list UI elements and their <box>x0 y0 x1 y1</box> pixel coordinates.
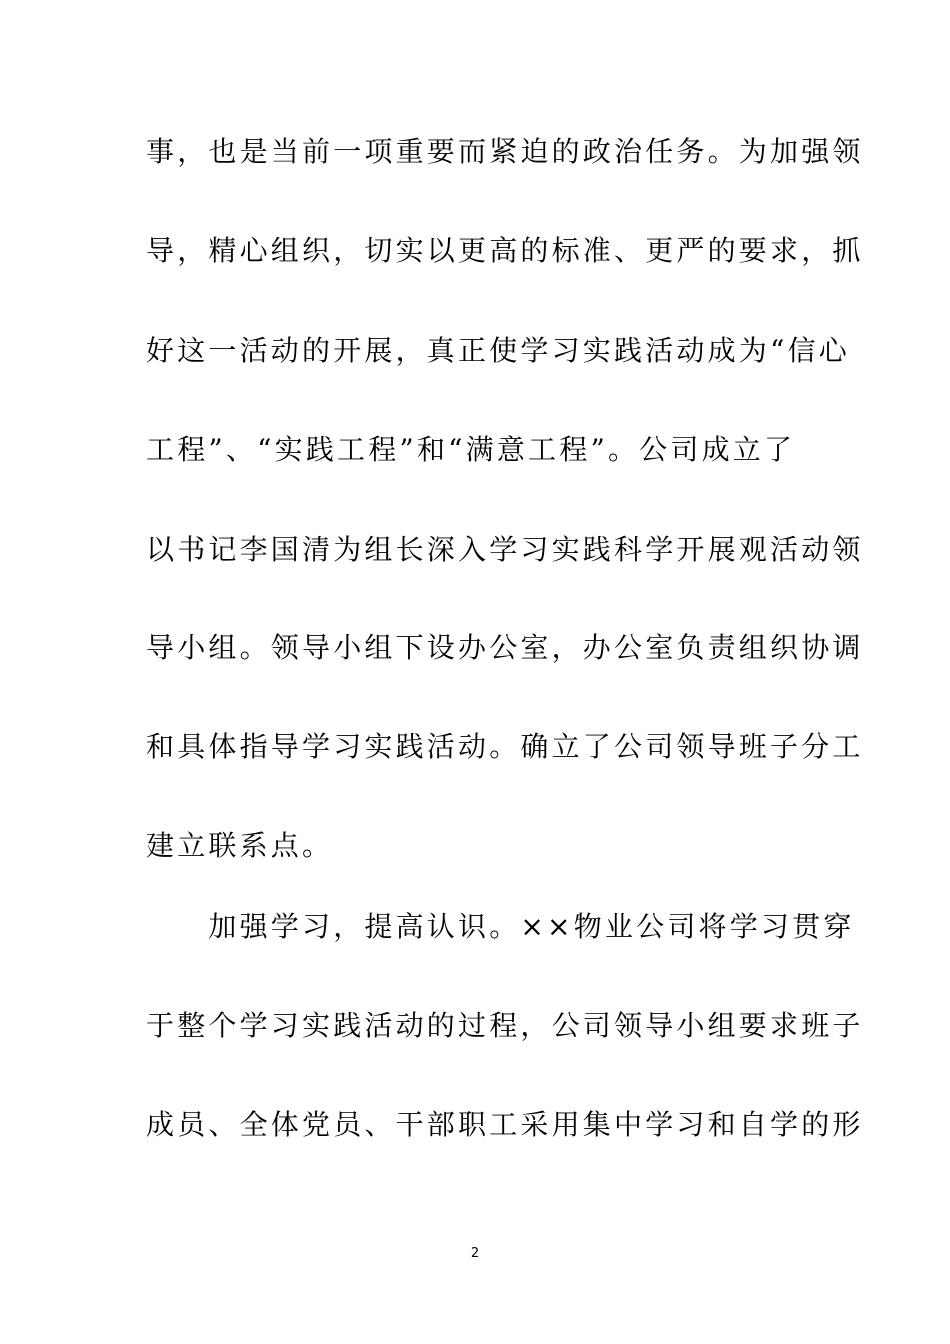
text-line: 导，精心组织，切实以更高的标准、更严的要求，抓 <box>146 234 864 267</box>
text-line: 于整个学习实践活动的过程，公司领导小组要求班子 <box>146 1009 864 1042</box>
text-line: 导小组。领导小组下设办公室，办公室负责组织协调 <box>146 631 864 664</box>
page-number: 2 <box>470 1246 480 1261</box>
text-line: 好这一活动的开展，真正使学习实践活动成为“信心 <box>146 334 850 367</box>
text-line: 以书记李国清为组长深入学习实践科学开展观活动领 <box>146 533 864 566</box>
text-line: 事，也是当前一项重要而紧迫的政治任务。为加强领 <box>146 135 864 168</box>
text-line: 工程”、“实践工程”和“满意工程”。公司成立了 <box>146 433 796 466</box>
text-line: 和具体指导学习实践活动。确立了公司领导班子分工 <box>146 730 864 763</box>
text-line: 成员、全体党员、干部职工采用集中学习和自学的形 <box>146 1108 864 1141</box>
text-line: 建立联系点。 <box>146 829 334 862</box>
paragraph-first-line: 加强学习，提高认识。××物业公司将学习贯穿 <box>146 910 855 943</box>
